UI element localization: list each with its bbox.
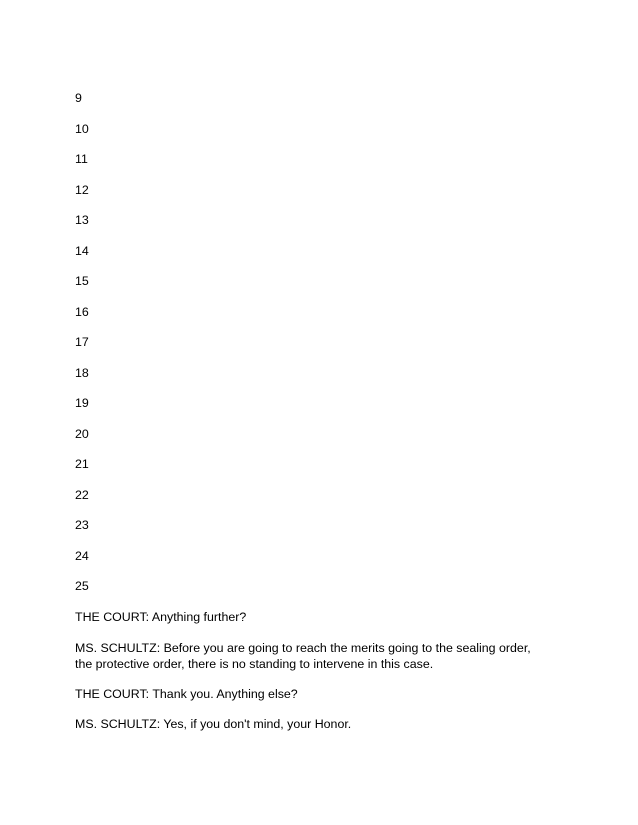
line-number: 22 xyxy=(75,488,89,502)
line-number: 11 xyxy=(75,152,88,166)
line-number: 23 xyxy=(75,518,89,532)
line-number: 18 xyxy=(75,366,89,380)
line-number: 17 xyxy=(75,335,89,349)
transcript-paragraph: MS. SCHULTZ: Before you are going to reach the merits going to the sealing order, the protective order, there is no standing to intervene in this case. xyxy=(75,641,531,671)
line-number: 13 xyxy=(75,213,89,227)
line-number: 24 xyxy=(75,549,89,563)
transcript-paragraph: THE COURT: Anything further? xyxy=(75,610,247,624)
line-number: 19 xyxy=(75,396,89,410)
line-number: 21 xyxy=(75,457,89,471)
line-number: 16 xyxy=(75,305,89,319)
line-number: 9 xyxy=(75,91,82,105)
line-number: 10 xyxy=(75,122,89,136)
line-number: 20 xyxy=(75,427,89,441)
transcript-paragraph: THE COURT: Thank you. Anything else? xyxy=(75,687,298,701)
line-number: 12 xyxy=(75,183,89,197)
line-number: 25 xyxy=(75,579,89,593)
line-number: 14 xyxy=(75,244,89,258)
line-number: 15 xyxy=(75,274,89,288)
transcript-paragraph: MS. SCHULTZ: Yes, if you don't mind, your Honor. xyxy=(75,717,352,731)
